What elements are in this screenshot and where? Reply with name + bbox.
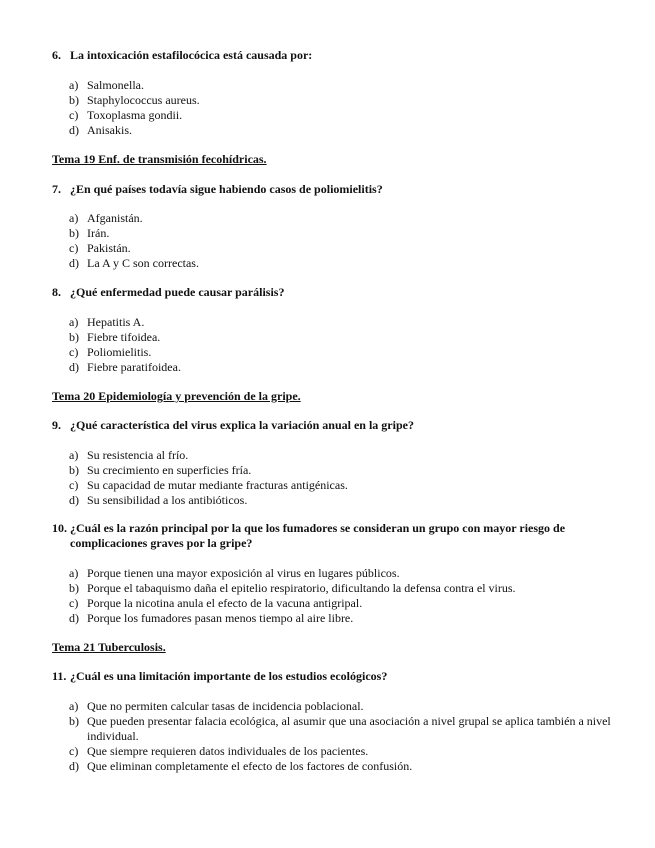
question-number: 6.	[52, 48, 61, 62]
option-text: Poliomielitis.	[87, 345, 152, 359]
option-text: Pakistán.	[87, 241, 131, 255]
question-title	[52, 521, 615, 551]
question-text: ¿Qué enfermedad puede causar parálisis?	[70, 285, 285, 299]
option-c	[52, 108, 615, 123]
option-text: Fiebre tifoidea.	[87, 330, 161, 344]
option-text: Porque los fumadores pasan menos tiempo al aire libre.	[87, 611, 354, 625]
option-text: Hepatitis A.	[87, 315, 145, 329]
option-letter: d)	[69, 759, 79, 773]
question-8	[52, 285, 615, 300]
options-11	[52, 699, 615, 774]
option-text: Que siempre requieren datos individuales de los pacientes.	[87, 744, 369, 758]
option-text: Salmonella.	[87, 78, 144, 92]
question-title	[52, 285, 615, 300]
option-c	[52, 478, 615, 493]
option-text: Su crecimiento en superficies fría.	[87, 463, 252, 477]
section-heading-tema-21: Tema 21 Tuberculosis.	[52, 640, 166, 654]
option-letter: c)	[69, 596, 79, 610]
option-text: Porque la nicotina anula el efecto de la vacuna antigripal.	[87, 596, 363, 610]
option-letter: d)	[69, 360, 79, 374]
option-a	[52, 448, 615, 463]
options-9	[52, 448, 615, 508]
question-6	[52, 48, 615, 63]
option-letter: b)	[69, 226, 79, 240]
option-letter: a)	[69, 699, 79, 713]
question-text: ¿Cuál es la razón principal por la que los fumadores se consideran un grupo con mayor riesgo de complicaciones graves por la gripe?	[70, 521, 566, 550]
option-c	[52, 596, 615, 611]
option-a	[52, 699, 615, 714]
option-text: Fiebre paratifoidea.	[87, 360, 181, 374]
option-letter: b)	[69, 330, 79, 344]
option-text: Porque el tabaquismo daña el epitelio respiratorio, dificultando la defensa contra el virus.	[87, 581, 516, 595]
question-number: 11.	[52, 669, 67, 683]
option-text: Su capacidad de mutar mediante fracturas antigénicas.	[87, 478, 348, 492]
option-a	[52, 211, 615, 226]
section-heading-tema-20: Tema 20 Epidemiología y prevención de la gripe.	[52, 389, 301, 403]
question-text: La intoxicación estafilocócica está causada por:	[70, 48, 313, 62]
option-c	[52, 241, 615, 256]
question-title	[52, 182, 615, 197]
option-letter: b)	[69, 93, 79, 107]
question-text: ¿Qué característica del virus explica la variación anual en la gripe?	[70, 418, 414, 432]
option-d	[52, 256, 615, 271]
option-b	[52, 93, 615, 108]
option-text: Staphylococcus aureus.	[87, 93, 200, 107]
option-letter: d)	[69, 123, 79, 137]
option-letter: a)	[69, 448, 79, 462]
option-letter: c)	[69, 744, 79, 758]
option-text: Toxoplasma gondii.	[87, 108, 183, 122]
option-text: Que eliminan completamente el efecto de los factores de confusión.	[87, 759, 413, 773]
option-text: La A y C son correctas.	[87, 256, 199, 270]
option-text: Que pueden presentar falacia ecológica, al asumir que una asociación a nivel grupal se aplica también a nivel individual.	[87, 714, 611, 743]
question-11	[52, 669, 615, 684]
question-number: 9.	[52, 418, 61, 432]
option-text: Porque tienen una mayor exposición al virus en lugares públicos.	[87, 566, 400, 580]
question-title	[52, 48, 615, 63]
question-number: 10.	[52, 521, 67, 535]
option-d	[52, 360, 615, 375]
option-b	[52, 226, 615, 241]
option-text: Afganistán.	[87, 211, 143, 225]
option-letter: d)	[69, 493, 79, 507]
options-6	[52, 78, 615, 138]
option-c	[52, 345, 615, 360]
option-d	[52, 493, 615, 508]
options-10	[52, 566, 615, 626]
option-letter: b)	[69, 581, 79, 595]
question-number: 8.	[52, 285, 61, 299]
question-number: 7.	[52, 182, 61, 196]
option-letter: a)	[69, 315, 79, 329]
option-letter: c)	[69, 345, 79, 359]
option-a	[52, 78, 615, 93]
option-b	[52, 581, 615, 596]
option-text: Anisakis.	[87, 123, 132, 137]
option-d	[52, 759, 615, 774]
option-text: Irán.	[87, 226, 110, 240]
question-text: ¿Cuál es una limitación importante de los estudios ecológicos?	[70, 669, 388, 683]
option-d	[52, 123, 615, 138]
question-text: ¿En qué países todavía sigue habiendo casos de poliomielitis?	[70, 182, 383, 196]
option-letter: c)	[69, 241, 79, 255]
option-text: Que no permiten calcular tasas de incidencia poblacional.	[87, 699, 364, 713]
section-heading-tema-19: Tema 19 Enf. de transmisión fecohídricas.	[52, 152, 267, 166]
option-letter: b)	[69, 714, 79, 728]
option-letter: d)	[69, 611, 79, 625]
option-letter: a)	[69, 211, 79, 225]
option-letter: b)	[69, 463, 79, 477]
options-7	[52, 211, 615, 271]
option-letter: a)	[69, 566, 79, 580]
option-a	[52, 315, 615, 330]
option-letter: d)	[69, 256, 79, 270]
option-letter: a)	[69, 78, 79, 92]
question-7	[52, 182, 615, 197]
option-b	[52, 330, 615, 345]
question-9	[52, 418, 615, 433]
question-10	[52, 521, 615, 551]
options-8	[52, 315, 615, 375]
option-text: Su sensibilidad a los antibióticos.	[87, 493, 248, 507]
option-c	[52, 744, 615, 759]
option-d	[52, 611, 615, 626]
question-title	[52, 418, 615, 433]
option-a	[52, 566, 615, 581]
option-letter: c)	[69, 478, 79, 492]
option-text: Su resistencia al frío.	[87, 448, 189, 462]
option-letter: c)	[69, 108, 79, 122]
option-b	[52, 463, 615, 478]
option-b	[52, 714, 615, 744]
question-title	[52, 669, 615, 684]
